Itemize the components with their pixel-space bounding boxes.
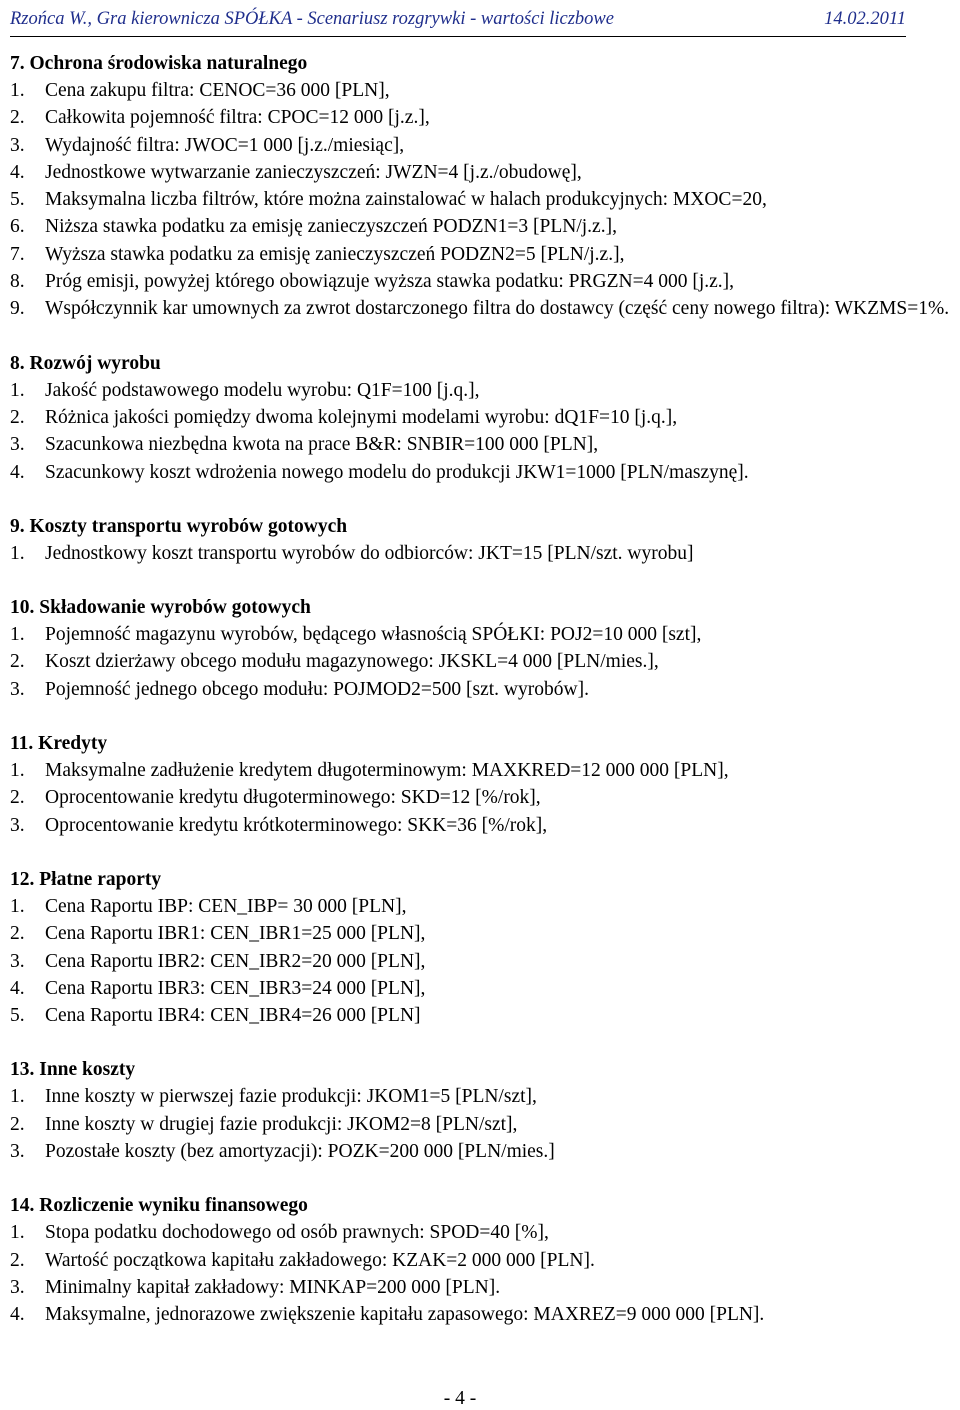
item-text: Jednostkowy koszt transportu wyrobów do odbiorców: JKT=15 [PLN/szt. wyrobu]: [45, 542, 694, 564]
item-text: Cena Raportu IBR3: CEN_IBR3=24 000 [PLN],: [45, 977, 426, 999]
page-number: - 4 -: [443, 1388, 477, 1409]
item-text: Koszt dzierżawy obcego modułu magazynowego: JKSKL=4 000 [PLN/mies.],: [45, 651, 659, 673]
item-number: 1.: [10, 760, 25, 782]
item-number: 1.: [10, 1086, 25, 1108]
item-number: 1.: [10, 80, 25, 101]
item-number: 4.: [10, 461, 25, 483]
item-text: Cena Raportu IBR1: CEN_IBR1=25 000 [PLN],: [45, 923, 426, 945]
item-text: Wyższa stawka podatku za emisję zanieczyszczeń PODZN2=5 [PLN/j.z.],: [45, 243, 625, 265]
item-text: Całkowita pojemność filtra: CPOC=12 000 [j.z.],: [45, 107, 430, 129]
list-item: [10, 784, 950, 811]
list-item: [10, 1219, 950, 1246]
list-item: [10, 431, 950, 458]
item-text: Różnica jakości pomiędzy dwoma kolejnymi modelami wyrobu: dQ1F=10 [j.q.],: [45, 406, 678, 428]
section-title: 9. Koszty transportu wyrobów gotowych: [10, 515, 348, 537]
list-item: [10, 77, 950, 104]
section-title: 11. Kredyty: [10, 733, 108, 755]
list-item: [10, 1083, 950, 1110]
section-title: 13. Inne koszty: [10, 1059, 136, 1081]
item-text: Pozostałe koszty (bez amortyzacji): POZK=200 000 [PLN/mies.]: [45, 1141, 555, 1163]
item-text: Oprocentowanie kredytu krótkoterminowego: SKK=36 [%/rok],: [45, 814, 548, 836]
list-item: [10, 104, 950, 131]
item-number: 8.: [10, 271, 25, 293]
list-item: [10, 1274, 950, 1301]
section-financial-result: [10, 1192, 950, 1328]
section-title: 7. Ochrona środowiska naturalnego: [10, 53, 308, 74]
item-number: 2.: [10, 406, 25, 428]
list-item: [10, 159, 950, 186]
list-item: [10, 1301, 950, 1328]
section-title: 8. Rozwój wyrobu: [10, 352, 161, 374]
list-item: [10, 404, 950, 431]
item-text: Cena Raportu IBR4: CEN_IBR4=26 000 [PLN]: [45, 1005, 421, 1027]
item-text: Szacunkowy koszt wdrożenia nowego modelu do produkcji JKW1=1000 [PLN/maszynę].: [45, 461, 749, 483]
item-text: Pojemność magazynu wyrobów, będącego własnością SPÓŁKI: POJ2=10 000 [szt],: [45, 624, 702, 646]
list-item: [10, 1111, 950, 1138]
item-number: 3.: [10, 434, 25, 456]
section-paid-reports: [10, 866, 950, 1029]
list-item: [10, 459, 950, 486]
list-item: [10, 1247, 950, 1274]
item-number: 3.: [10, 678, 25, 700]
item-number: 3.: [10, 950, 25, 972]
item-number: 3.: [10, 1276, 25, 1298]
item-number: 3.: [10, 134, 25, 156]
list-item: [10, 268, 950, 295]
item-number: 7.: [10, 243, 25, 265]
section-title: 14. Rozliczenie wyniku finansowego: [10, 1195, 308, 1217]
list-item: [10, 1002, 950, 1029]
item-number: 2.: [10, 923, 25, 945]
item-text: Maksymalna liczba filtrów, które można zainstalować w halach produkcyjnych: MXOC=20,: [45, 189, 767, 211]
list-item: [10, 893, 950, 920]
item-text: Maksymalne zadłużenie kredytem długoterminowym: MAXKRED=12 000 000 [PLN],: [45, 760, 729, 782]
item-text: Wartość początkowa kapitału zakładowego: KZAK=2 000 000 [PLN].: [45, 1249, 595, 1271]
item-text: Próg emisji, powyżej którego obowiązuje wyższa stawka podatku: PRGZN=4 000 [j.z.],: [45, 271, 735, 293]
item-number: 6.: [10, 216, 25, 238]
list-item: [10, 757, 950, 784]
list-item: [10, 186, 950, 213]
section-title: 10. Składowanie wyrobów gotowych: [10, 597, 311, 619]
list-item: [10, 241, 950, 268]
item-text: Szacunkowa niezbędna kwota na prace B&R: SNBIR=100 000 [PLN],: [45, 434, 599, 456]
section-product-development: [10, 350, 950, 486]
item-text: Minimalny kapitał zakładowy: MINKAP=200 000 [PLN].: [45, 1276, 501, 1298]
item-text: Maksymalne, jednorazowe zwiększenie kapitału zapasowego: MAXREZ=9 000 000 [PLN].: [45, 1304, 765, 1326]
item-number: 5.: [10, 1005, 25, 1027]
item-text: Pojemność jednego obcego modułu: POJMOD2=500 [szt. wyrobów].: [45, 678, 589, 700]
item-number: 2.: [10, 1113, 25, 1135]
item-number: 4.: [10, 977, 25, 999]
item-text: Wydajność filtra: JWOC=1 000 [j.z./miesiąc],: [45, 134, 405, 156]
list-item: [10, 648, 950, 675]
section-transport: [10, 513, 950, 567]
list-item: [10, 812, 950, 839]
item-text: Inne koszty w drugiej fazie produkcji: JKOM2=8 [PLN/szt],: [45, 1113, 518, 1135]
list-item: [10, 377, 950, 404]
list-item: [10, 540, 950, 567]
header-title: Rzońca W., Gra kierownicza SPÓŁKA - Scenariusz rozgrywki - wartości liczbowe: [10, 9, 614, 29]
item-number: 1.: [10, 624, 25, 646]
section-credits: [10, 730, 950, 839]
item-number: 1.: [10, 1222, 25, 1244]
item-text: Niższa stawka podatku za emisję zanieczyszczeń PODZN1=3 [PLN/j.z.],: [45, 216, 617, 238]
item-number: 2.: [10, 107, 25, 129]
item-number: 1.: [10, 542, 25, 564]
item-text: Współczynnik kar umownych za zwrot dostarczonego filtra do dostawcy (część ceny nowego filtra): WKZMS=1%.: [45, 298, 950, 320]
item-text: Jednostkowe wytwarzanie zanieczyszczeń: JWZN=4 [j.z./obudowę],: [45, 161, 582, 183]
item-number: 4.: [10, 161, 25, 183]
document-body: [10, 50, 950, 1356]
list-item: [10, 213, 950, 240]
item-number: 2.: [10, 651, 25, 673]
list-item: [10, 1138, 950, 1165]
item-text: Inne koszty w pierwszej fazie produkcji: JKOM1=5 [PLN/szt],: [45, 1086, 537, 1108]
section-environment: [10, 50, 950, 323]
list-item: [10, 132, 950, 159]
list-item: [10, 295, 950, 322]
item-text: Cena Raportu IBR2: CEN_IBR2=20 000 [PLN],: [45, 950, 426, 972]
item-text: Jakość podstawowego modelu wyrobu: Q1F=100 [j.q.],: [45, 379, 480, 401]
item-text: Stopa podatku dochodowego od osób prawnych: SPOD=40 [%],: [45, 1222, 549, 1244]
list-item: [10, 920, 950, 947]
header-date: 14.02.2011: [824, 9, 906, 29]
list-item: [10, 975, 950, 1002]
item-number: 4.: [10, 1304, 25, 1326]
item-number: 2.: [10, 787, 25, 809]
list-item: [10, 676, 950, 703]
section-other-costs: [10, 1056, 950, 1165]
list-item: [10, 621, 950, 648]
section-title: 12. Płatne raporty: [10, 868, 162, 890]
item-text: Cena zakupu filtra: CENOC=36 000 [PLN],: [45, 80, 390, 101]
item-text: Oprocentowanie kredytu długoterminowego: SKD=12 [%/rok],: [45, 787, 541, 809]
item-number: 3.: [10, 1141, 25, 1163]
item-number: 1.: [10, 895, 25, 917]
item-number: 5.: [10, 189, 25, 211]
item-number: 1.: [10, 379, 25, 401]
item-text: Cena Raportu IBP: CEN_IBP= 30 000 [PLN],: [45, 895, 407, 917]
section-storage: [10, 594, 950, 703]
item-number: 9.: [10, 298, 25, 320]
list-item: [10, 948, 950, 975]
page-header: [10, 6, 906, 37]
item-number: 2.: [10, 1249, 25, 1271]
item-number: 3.: [10, 814, 25, 836]
